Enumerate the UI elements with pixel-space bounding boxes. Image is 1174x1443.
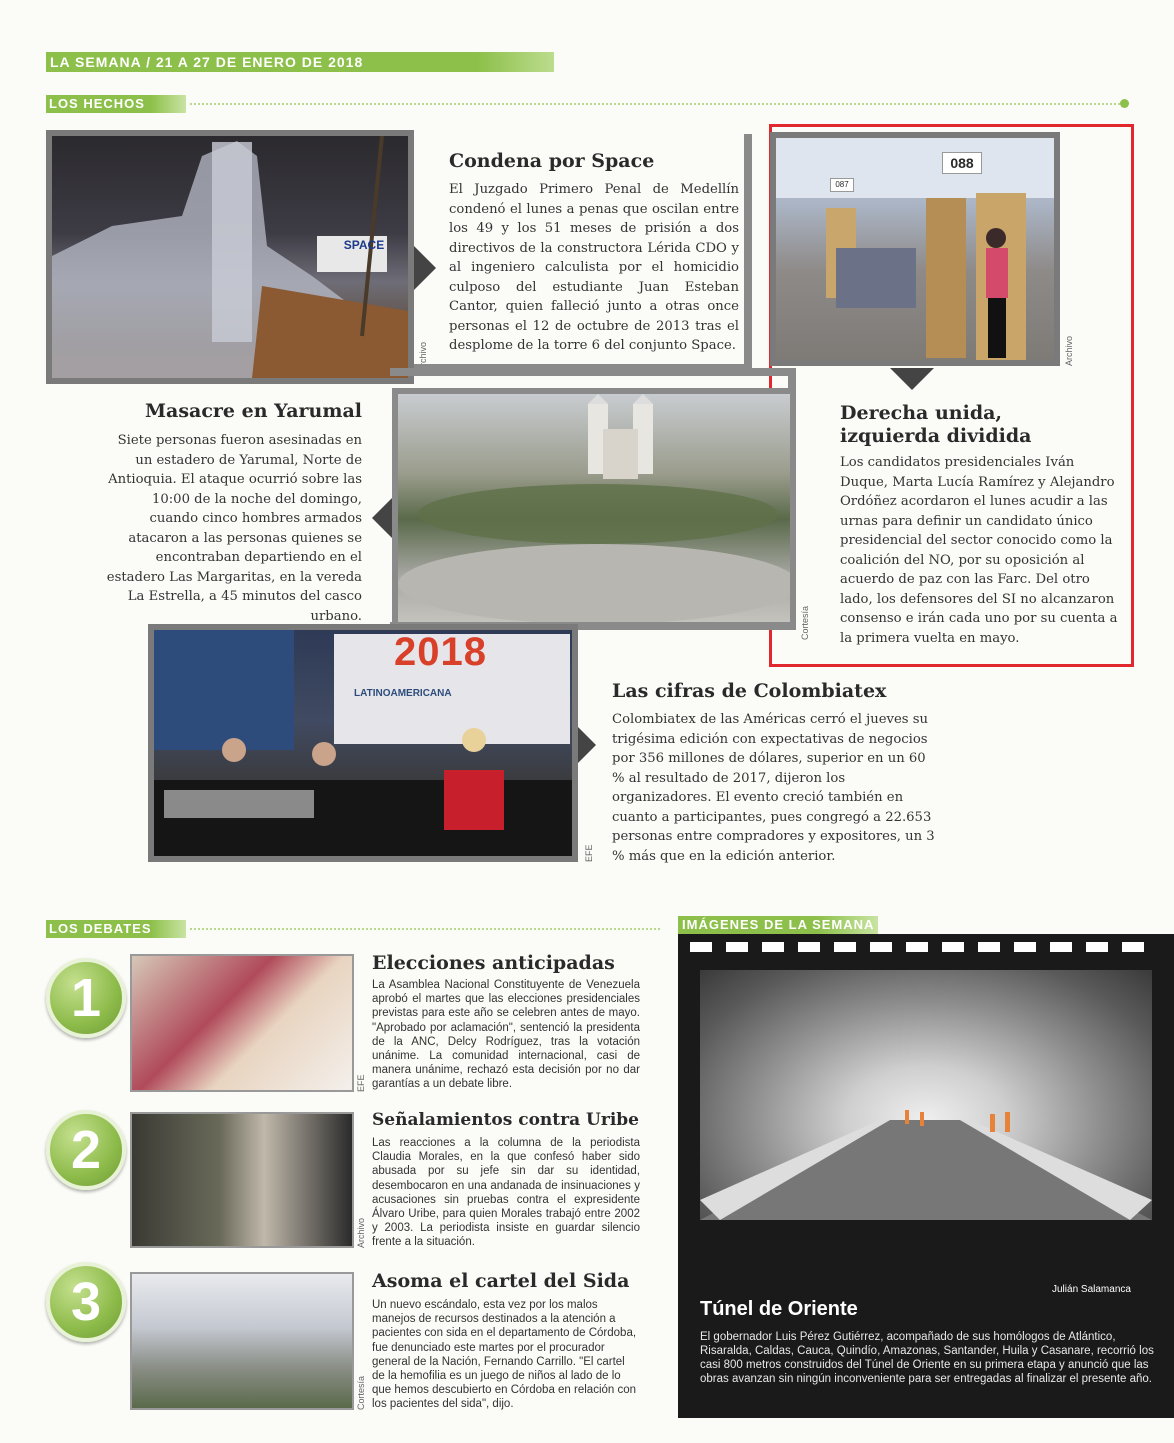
arrow-down-icon [890,368,934,390]
colombiatex-body: Colombiatex de las Américas cerró el jueves su trigésima edición con expectativas de negocios por 356 millones de dólares, superior en un 60 % al resultado de 2017, dijeron los organizadores. El evento creció también en cuanto a participantes, pues congregó a 22.653 personas entre compradores y expositores, un 3 % más que en la edición anterior. [612,712,935,864]
derecha-title-line2: izquierda dividida [840,425,1032,447]
derecha-body: Los candidatos presidenciales Iván Duque, Marta Lucía Ramírez y Alejandro Ordóñez acordaron el lunes acudir a las urnas para definir un candidato único presidencial del sector conocido como la coalición del NO, por su oposición al acuerdo de paz con las Farc. Del otro lado, los defensores del SI no alcanzaron consenso e irán cada uno por su cuenta a la primera vuelta en mayo. [840,455,1118,646]
space-body: El Juzgado Primero Penal de Medellín condenó el lunes a penas que oscilan entre los 49 y los 51 meses de prisión a dos directivos de la constructora Lérida CDO y al ingeniero calculista por el homicidio culposo del estudiante Juan Esteban Cantor, quien falleció junto a otras once personas el 12 de octubre de 2013 tras el desplome de la torre 6 del conjunto Space. [449,182,739,353]
debate-number-3: 3 [46,1262,126,1342]
debate-body-3: Un nuevo escándalo, esta vez por los malos manejos de recursos destinados a la atención a pacientes con sida en el departamento de Córdoba, fue denunciado este martes por el procurador general de la Nación, Fernando Carrillo. "El cartel de la hemofilia es un juego de niños al lado de lo que hemos descubierto en Córdoba en relación con los pacientes del sida", dijo. [372,1299,637,1411]
booth-number-sign-2: 087 [830,178,854,192]
debate-photo-1 [130,954,354,1092]
yarumal-body: Siete personas fueron asesinadas en un estadero de Yarumal, Norte de Antioquia. El ataque ocurrió sobre las 10:00 de la noche del domingo, cuando cinco hombres armados atacaron a las personas quienes se encontraban departiendo en el estadero Las Margaritas, en la vereda La Estrella, a 45 minutos del casco urbano. [106,433,362,624]
film-holes-top [678,942,1174,954]
derecha-title-line1: Derecha unida, [840,402,1003,424]
debate-credit-1: EFE [356,1074,366,1092]
section-label-imagenes: IMÁGENES DE LA SEMANA [678,916,878,934]
yarumal-photo [392,388,796,628]
debate-photo-2 [130,1112,354,1248]
film-strip [678,934,1174,1418]
debate-number-1: 1 [46,958,126,1038]
section-label-hechos: LOS HECHOS [46,95,186,113]
debate-credit-3: Cortesía [356,1375,366,1410]
arrow-left-icon [372,498,392,538]
issue-header: LA SEMANA / 21 A 27 DE ENERO DE 2018 [46,52,554,72]
debate-photo-3 [130,1272,354,1410]
tunnel-photo [700,970,1152,1220]
voting-photo [770,132,1060,366]
tunnel-illustration [700,970,1152,1220]
section-label-debates: LOS DEBATES [46,920,186,938]
debate-number-2: 2 [46,1110,126,1190]
debate-credit-2: Archivo [356,1217,366,1248]
yarumal-church-illustration [398,394,790,622]
debate-title-1: Elecciones anticipadas [372,952,615,974]
debates-divider [190,928,660,930]
banner-text: LATINOAMERICANA [354,688,452,699]
space-sign: SPACE [343,238,385,252]
colombiatex-title: Las cifras de Colombiatex [612,680,887,702]
section-divider [190,103,1120,105]
divider-dot [1120,99,1129,108]
colombiatex-photo [148,624,578,862]
yarumal-title: Masacre en Yarumal [144,400,362,422]
debate-body-2: Las reacciones a la columna de la periodista Claudia Morales, en la que confesó haber sido abusada por su jefe sin dar su identidad, desembocaron en una andanada de insinuaciones y acusaciones sin pruebas contra el expresidente Álvaro Uribe, para quien Morales trabajó entre 2002 y 2003. La periodista insiste en guardar silencio frente a la situación. [372,1137,640,1249]
space-photo [46,130,414,384]
voting-booths-illustration [776,138,1054,360]
debate-title-3: Asoma el cartel del Sida [372,1270,630,1292]
arrow-right-icon [578,727,596,763]
voting-credit: Archivo [1064,335,1074,366]
banner-year: 2018 [394,630,487,674]
yarumal-credit: Cortesía [800,605,810,640]
colombiatex-stage-illustration [154,630,572,856]
space-title: Condena por Space [449,150,655,172]
booth-number-sign: 088 [942,152,982,174]
colombiatex-credit: EFE [584,844,594,862]
debate-title-2: Señalamientos contra Uribe [372,1110,639,1130]
debate-body-1: La Asamblea Nacional Constituyente de Venezuela aprobó el martes que las elecciones presidenciales previstas para este año se celebren antes de mayo. "Aprobado por aclamación", sentenció la presidenta de la ANC, Delcy Rodríguez, tras la votación unánime. La comunidad internacional, casi de manera unánime, rechazó esta decisión por no dar garantías a un debate libre. [372,979,640,1091]
tunnel-credit: Julián Salamanca [1052,1284,1131,1295]
tunnel-body: El gobernador Luis Pérez Gutiérrez, acompañado de sus homólogos de Atlántico, Risaralda, Caldas, Cauca, Quindío, Amazonas, Santander, Huila y Casanare, recorrió los casi 800 metros construidos del Túnel de Oriente en su primera etapa y anunció que las obras avanzan sin ningún inconveniente para ser entregadas al finalizar el presente año. [700,1331,1154,1385]
tunnel-title: Túnel de Oriente [700,1298,858,1320]
space-credit: Archivo [418,341,428,372]
space-ruins-illustration [52,136,408,378]
